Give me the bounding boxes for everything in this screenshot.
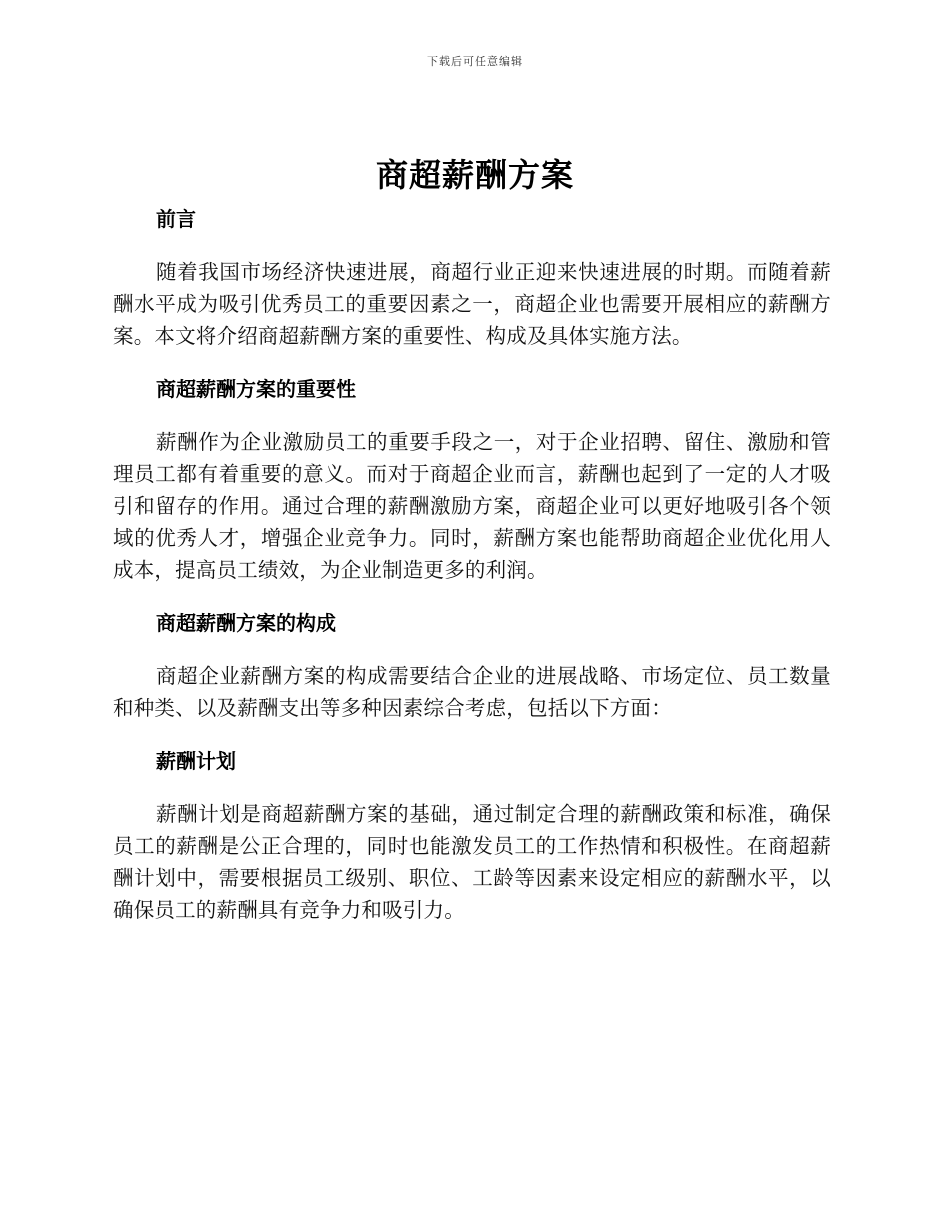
- section-paragraph-preface: 随着我国市场经济快速进展，商超行业正迎来快速进展的时期。而随着薪酬水平成为吸引优秀员工的重要因素之一，商超企业也需要开展相应的薪酬方案。本文将介绍商超薪酬方案的重要性、构成及具体实施方法。: [113, 260, 831, 348]
- document-title: 商超薪酬方案: [375, 156, 574, 194]
- section-heading-importance: 商超薪酬方案的重要性: [156, 377, 356, 401]
- page-header-note: 下载后可任意编辑: [427, 55, 523, 68]
- section-importance: [113, 373, 831, 586]
- section-paragraph-salary-plan: 薪酬计划是商超薪酬方案的基础，通过制定合理的薪酬政策和标准，确保员工的薪酬是公正合理的，同时也能激发员工的工作热情和积极性。在商超薪酬计划中，需要根据员工级别、职位、工龄等因素来设定相应的薪酬水平，以确保员工的薪酬具有竞争力和吸引力。: [113, 802, 831, 922]
- section-heading-composition: 商超薪酬方案的构成: [156, 611, 336, 635]
- section-paragraph-importance: 薪酬作为企业激励员工的重要手段之一，对于企业招聘、留住、激励和管理员工都有着重要的意义。而对于商超企业而言，薪酬也起到了一定的人才吸引和留存的作用。通过合理的薪酬激励方案，商超企业可以更好地吸引各个领域的优秀人才，增强企业竞争力。同时，薪酬方案也能帮助商超企业优化用人成本，提高员工绩效，为企业制造更多的利润。: [113, 430, 831, 582]
- section-paragraph-composition: 商超企业薪酬方案的构成需要结合企业的进展战略、市场定位、员工数量和种类、以及薪酬支出等多种因素综合考虑，包括以下方面：: [113, 664, 831, 720]
- section-composition: [113, 607, 831, 724]
- section-heading-preface: 前言: [156, 207, 196, 231]
- section-heading-salary-plan: 薪酬计划: [156, 749, 236, 773]
- section-preface: [113, 203, 831, 352]
- document-body: [113, 203, 831, 947]
- section-salary-plan: [113, 745, 831, 926]
